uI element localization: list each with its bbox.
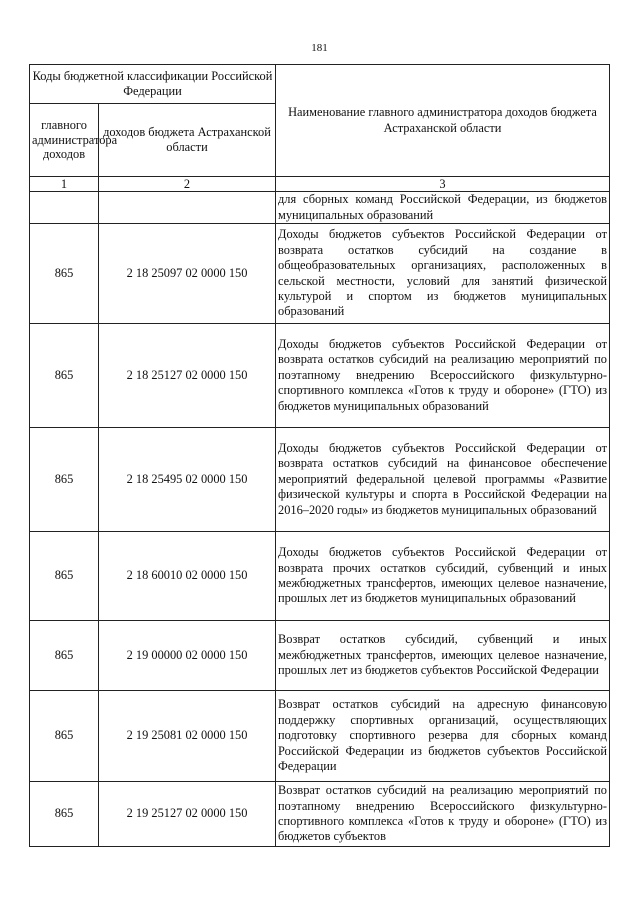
admin-code-cell: 865 — [30, 621, 99, 691]
income-code-cell: 2 18 25495 02 0000 150 — [99, 428, 276, 532]
admin-code-cell: 865 — [30, 532, 99, 621]
income-name-cell: Доходы бюджетов субъектов Российской Федерации от возврата остатков субсидий на создание в общеобразовательных организациях, расположенных в сельской местности, условий для занятий физической культурой и спортом из бюджетов муниципальных образований — [276, 224, 610, 324]
header-main-administrator: главного администратора доходов — [30, 104, 99, 177]
column-number: 3 — [276, 177, 610, 192]
table-row — [30, 324, 610, 428]
table-row — [30, 428, 610, 532]
admin-code-cell: 865 — [30, 691, 99, 782]
table-row — [30, 782, 610, 847]
table-row — [30, 192, 610, 224]
income-name-cell: Доходы бюджетов субъектов Российской Федерации от возврата остатков субсидий на реализацию мероприятий по поэтапному внедрению Всероссийского физкультурно-спортивного комплекса «Готов к труду и обороне» (ГТО) из бюджетов муниципальных образований — [276, 324, 610, 428]
budget-classification-table — [29, 64, 610, 847]
income-code-cell: 2 18 60010 02 0000 150 — [99, 532, 276, 621]
header-administrator-name: Наименование главного администратора доходов бюджета Астраханской области — [276, 65, 610, 177]
page-number: 181 — [311, 42, 328, 54]
income-code-cell: 2 19 25081 02 0000 150 — [99, 691, 276, 782]
income-name-cell: Возврат остатков субсидий на реализацию мероприятий по поэтапному внедрению Всероссийского физкультурно-спортивного комплекса «Готов к труду и обороне» (ГТО) из бюджетов субъектов — [276, 782, 610, 847]
header-codes-group: Коды бюджетной классификации Российской Федерации — [30, 65, 276, 104]
table-row — [30, 532, 610, 621]
income-name-cell: Доходы бюджетов субъектов Российской Федерации от возврата остатков субсидий на финансовое обеспечение мероприятий федеральной целевой программы «Развитие физической культуры и спорта в Российской Федерации на 2016–2020 годы» из бюджетов муниципальных образований — [276, 428, 610, 532]
table-row — [30, 621, 610, 691]
income-code-cell: 2 19 25127 02 0000 150 — [99, 782, 276, 847]
income-code-cell — [99, 192, 276, 224]
income-name-cell: Возврат остатков субсидий на адресную финансовую поддержку спортивных организаций, осуществляющих подготовку спортивного резерва для сборных команд Российской Федерации из бюджетов субъектов Российской Федерации — [276, 691, 610, 782]
income-name-cell: Доходы бюджетов субъектов Российской Федерации от возврата прочих остатков субсидий, субвенций и иных межбюджетных трансфертов, имеющих целевое назначение, прошлых лет из бюджетов муниципальных образований — [276, 532, 610, 621]
admin-code-cell — [30, 192, 99, 224]
income-name-cell: для сборных команд Российской Федерации, из бюджетов муниципальных образований — [276, 192, 610, 224]
table-row — [30, 224, 610, 324]
income-name-cell: Возврат остатков субсидий, субвенций и иных межбюджетных трансфертов, имеющих целевое назначение, прошлых лет из бюджетов субъектов Российской Федерации — [276, 621, 610, 691]
admin-code-cell: 865 — [30, 224, 99, 324]
income-code-cell: 2 18 25127 02 0000 150 — [99, 324, 276, 428]
header-budget-income: доходов бюджета Астраханской области — [99, 104, 276, 177]
income-code-cell: 2 19 00000 02 0000 150 — [99, 621, 276, 691]
admin-code-cell: 865 — [30, 782, 99, 847]
admin-code-cell: 865 — [30, 324, 99, 428]
income-code-cell: 2 18 25097 02 0000 150 — [99, 224, 276, 324]
column-number: 1 — [30, 177, 99, 192]
admin-code-cell: 865 — [30, 428, 99, 532]
column-number: 2 — [99, 177, 276, 192]
table-row — [30, 691, 610, 782]
